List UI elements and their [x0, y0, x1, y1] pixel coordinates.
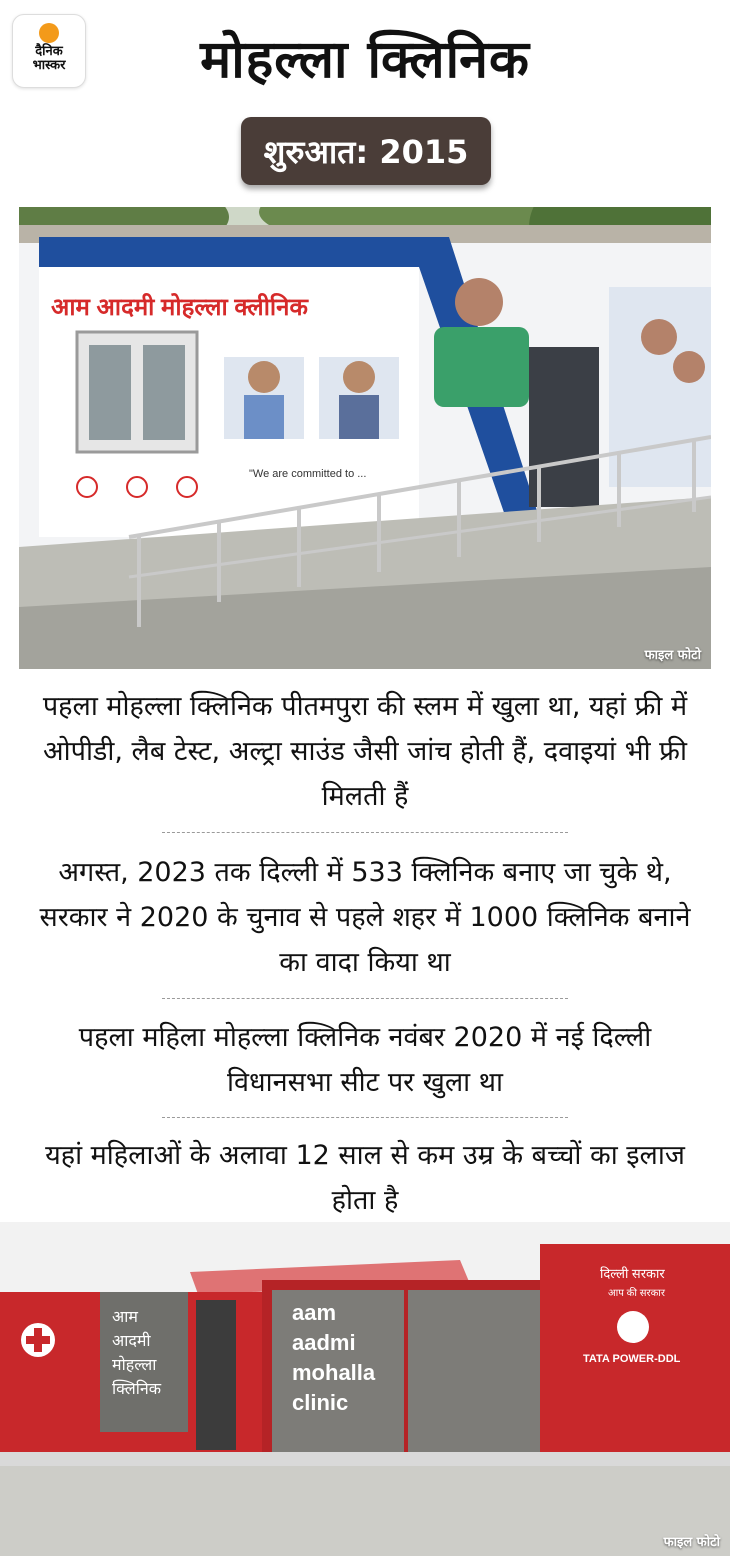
- point-4: यहां महिलाओं के अलावा 12 साल से कम उम्र के बच्चों का इलाज होता है: [45, 1140, 685, 1216]
- tata-logo-icon: [617, 1311, 649, 1343]
- delhi-sarkar-text: दिल्ली सरकार: [600, 1266, 665, 1281]
- photo-credit-bottom: फाइल फोटो: [663, 1535, 720, 1550]
- sponsor-text: TATA POWER-DDL: [583, 1353, 681, 1365]
- window-text-3: mohalla: [292, 1360, 376, 1385]
- point-2: अगस्त, 2023 तक दिल्ली में 533 क्लिनिक बनाए जा चुके थे, सरकार ने 2020 के चुनाव से पहले शहर में 1000 क्लिनिक बनाने का वादा किया था: [39, 857, 691, 978]
- logo-line-1: दैनिक: [35, 44, 63, 59]
- divider-3: [162, 1117, 568, 1118]
- tagline-text: आप की सरकार: [608, 1288, 665, 1299]
- start-year-badge: शुरुआत: 2015: [241, 117, 491, 185]
- divider-2: [162, 998, 568, 999]
- clinic-photo-top: [19, 207, 711, 669]
- divider-1: [162, 832, 568, 833]
- quote-text: "We are committed to ...: [249, 468, 367, 480]
- window-text-1: aam: [292, 1300, 337, 1325]
- logo-line-2: भास्कर: [32, 58, 66, 73]
- clinic-photo-bottom: [0, 1222, 730, 1556]
- point-3: पहला महिला मोहल्ला क्लिनिक नवंबर 2020 में नई दिल्ली विधानसभा सीट पर खुला था: [78, 1022, 652, 1098]
- container-clinic-illustration: [0, 1222, 730, 1556]
- window-sign-hindi: आम आदमी मोहल्ला क्लिनिक: [112, 1309, 162, 1398]
- photo-credit-top: फाइल फोटो: [644, 648, 701, 663]
- window-text-4: clinic: [292, 1390, 349, 1415]
- page-title: मोहल्ला क्लिनिक: [200, 30, 530, 90]
- window-text-2: aadmi: [292, 1330, 356, 1355]
- point-1: पहला मोहल्ला क्लिनिक पीतमपुरा की स्लम में खुला था, यहां फ्री में ओपीडी, लैब टेस्ट, अल्ट्रा साउंड जैसी जांच होती हैं, दवाइयां भी फ्री मिलती हैं: [42, 691, 688, 812]
- banner-text: आम आदमी मोहल्ला क्लीनिक: [51, 294, 308, 321]
- clinic-building-illustration: [19, 207, 711, 669]
